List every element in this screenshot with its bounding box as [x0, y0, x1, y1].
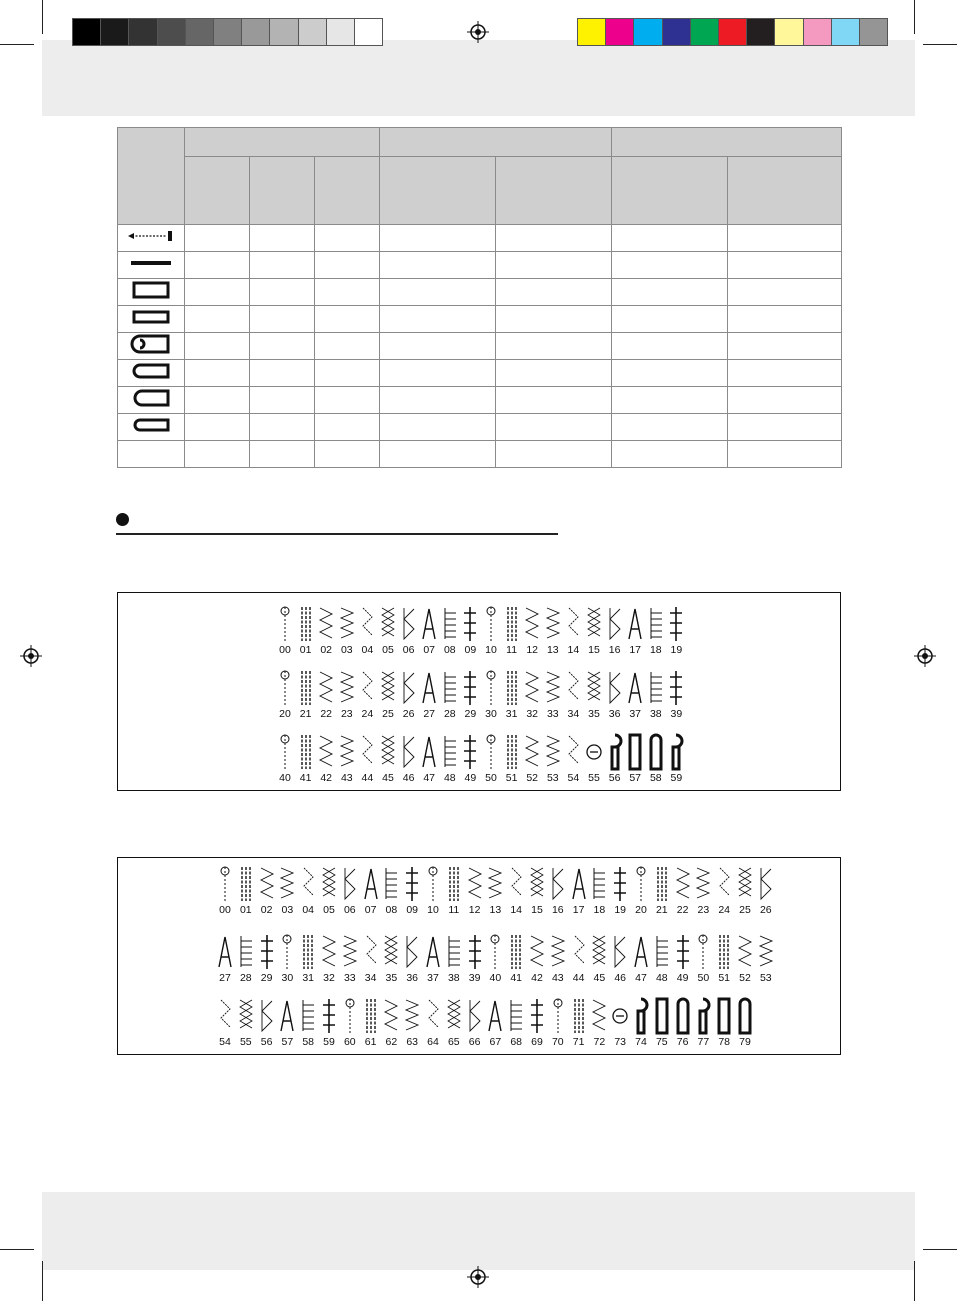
stitch-number: 04 — [302, 904, 315, 916]
table-cell — [496, 225, 612, 252]
table-cell — [728, 252, 842, 279]
stitch-number: 10 — [427, 904, 439, 916]
stitch-number: 76 — [676, 1036, 689, 1048]
stitch-number: 74 — [635, 1036, 647, 1048]
stitch-number: 56 — [260, 1036, 273, 1048]
table-cell — [250, 306, 315, 333]
stitch-number: 54 — [219, 1036, 231, 1048]
buttonhole-round-icon — [118, 387, 185, 414]
stitch-number: 25 — [382, 708, 394, 720]
stitch-number: 29 — [464, 708, 477, 720]
table-cell — [728, 333, 842, 360]
stitch-number: 44 — [361, 772, 374, 784]
table-cell — [728, 225, 842, 252]
stitch-number: 12 — [468, 904, 481, 916]
table-cell — [380, 441, 496, 468]
table-cell — [250, 279, 315, 306]
top-header-band — [42, 40, 915, 116]
stitch-number: 42 — [531, 972, 543, 984]
stitch-number: 40 — [489, 972, 502, 984]
stitch-number: 07 — [423, 644, 436, 656]
stitch-number: 37 — [629, 708, 642, 720]
bottom-footer-band — [42, 1192, 915, 1270]
stitch-number: 42 — [320, 772, 333, 784]
stitch-number: 02 — [260, 904, 273, 916]
table-cell — [185, 414, 250, 441]
table-cell — [380, 252, 496, 279]
table-cell — [380, 225, 496, 252]
stitch-number: 01 — [299, 644, 312, 656]
table-cell — [380, 333, 496, 360]
table-cell — [250, 252, 315, 279]
stitch-number: 16 — [551, 904, 564, 916]
color-swatch — [605, 18, 634, 46]
color-swatch — [157, 18, 186, 46]
stitch-number: 39 — [670, 708, 683, 720]
color-swatch — [803, 18, 832, 46]
stitch-number: 03 — [281, 904, 294, 916]
table-cell — [612, 441, 728, 468]
stitch-number: 57 — [281, 1036, 294, 1048]
table-cell — [380, 414, 496, 441]
stitch-number: 21 — [655, 904, 668, 916]
stitch-number: 29 — [260, 972, 273, 984]
table-column-header — [315, 157, 380, 225]
stitch-number: 58 — [649, 772, 662, 784]
table-row — [118, 414, 842, 441]
table-cell — [315, 279, 380, 306]
table-cell — [496, 360, 612, 387]
stitch-number: 06 — [343, 904, 356, 916]
table-cell — [315, 225, 380, 252]
stitch-row — [118, 997, 838, 1053]
stitch-number: 36 — [406, 972, 419, 984]
stitch-row — [118, 933, 838, 989]
table-cell — [185, 387, 250, 414]
buttonhole-rect-icon — [118, 279, 185, 306]
table-cell — [250, 387, 315, 414]
table-group-header — [612, 128, 842, 157]
table-cell — [185, 441, 250, 468]
stitch-number: 55 — [588, 772, 600, 784]
color-swatch — [326, 18, 355, 46]
stitch-number: 66 — [468, 1036, 481, 1048]
stitch-number: 24 — [361, 708, 374, 720]
color-swatch — [577, 18, 606, 46]
stitch-number: 18 — [593, 904, 606, 916]
table-cell — [185, 279, 250, 306]
stitch-number: 45 — [382, 772, 394, 784]
stitch-number: 09 — [464, 644, 477, 656]
stitch-number: 63 — [406, 1036, 419, 1048]
stitch-pattern — [666, 669, 686, 725]
stitch-row — [118, 865, 838, 921]
table-column-header — [380, 157, 496, 225]
table-cell — [728, 414, 842, 441]
stitch-number: 10 — [485, 644, 497, 656]
table-cell — [185, 333, 250, 360]
color-swatch — [774, 18, 803, 46]
stitch-number: 20 — [279, 708, 291, 720]
stitch-number: 57 — [629, 772, 642, 784]
table-row — [118, 252, 842, 279]
stitch-number: 49 — [676, 972, 689, 984]
stitch-number: 15 — [531, 904, 543, 916]
stitch-number: 32 — [323, 972, 335, 984]
table-row-label — [118, 441, 185, 468]
stitch-number: 34 — [364, 972, 377, 984]
section-underline — [116, 533, 558, 535]
stitch-number: 52 — [526, 772, 539, 784]
stitch-number: 22 — [676, 904, 689, 916]
table-cell — [315, 333, 380, 360]
table-group-header — [380, 128, 612, 157]
stitch-number: 05 — [382, 644, 394, 656]
stitch-number: 11 — [506, 644, 518, 656]
table-cell — [250, 225, 315, 252]
table-cell — [380, 279, 496, 306]
color-swatch — [831, 18, 860, 46]
table-column-header — [250, 157, 315, 225]
stitch-number: 18 — [649, 644, 662, 656]
table-cell — [612, 387, 728, 414]
stitch-number: 75 — [655, 1036, 668, 1048]
buttonhole-round-small-icon — [118, 414, 185, 441]
stitch-number: 23 — [340, 708, 353, 720]
stitch-number: 06 — [402, 644, 415, 656]
table-cell — [612, 252, 728, 279]
stitch-number: 68 — [510, 1036, 523, 1048]
stitch-number: 12 — [526, 644, 539, 656]
stitch-number: 04 — [361, 644, 374, 656]
table-cell — [612, 225, 728, 252]
stitch-number: 33 — [546, 708, 559, 720]
stitch-number: 79 — [739, 1036, 751, 1048]
registration-mark-icon — [20, 645, 42, 667]
table-column-header — [185, 157, 250, 225]
stitch-pattern — [735, 997, 755, 1053]
arrow-line-icon — [118, 225, 185, 252]
stitch-number: 20 — [635, 904, 647, 916]
color-swatch — [662, 18, 691, 46]
stitch-number: 38 — [447, 972, 460, 984]
stitch-number: 02 — [320, 644, 333, 656]
color-swatch — [859, 18, 888, 46]
stitch-number: 46 — [402, 772, 415, 784]
table-cell — [250, 414, 315, 441]
color-swatch — [690, 18, 719, 46]
stitch-number: 73 — [614, 1036, 627, 1048]
table-row — [118, 225, 842, 252]
table-cell — [612, 360, 728, 387]
stitch-number: 25 — [739, 904, 751, 916]
stitch-number: 23 — [697, 904, 710, 916]
stitch-number: 44 — [572, 972, 585, 984]
stitch-number: 00 — [279, 644, 291, 656]
table-cell — [315, 252, 380, 279]
stitch-number: 19 — [614, 904, 627, 916]
buttonhole-narrow-icon — [118, 306, 185, 333]
table-cell — [496, 414, 612, 441]
stitch-number: 67 — [489, 1036, 502, 1048]
stitch-number: 45 — [593, 972, 606, 984]
stitch-number: 01 — [239, 904, 252, 916]
stitch-number: 41 — [510, 972, 523, 984]
stitch-number: 21 — [299, 708, 312, 720]
table-column-header — [496, 157, 612, 225]
color-swatch — [72, 18, 101, 46]
table-cell — [612, 414, 728, 441]
stitch-number: 37 — [427, 972, 439, 984]
table-cell — [185, 252, 250, 279]
table-cell — [315, 414, 380, 441]
stitch-number: 78 — [718, 1036, 731, 1048]
table-row — [118, 279, 842, 306]
stitch-number: 65 — [447, 1036, 460, 1048]
table-cell — [612, 333, 728, 360]
stitch-pattern — [666, 605, 686, 661]
stitch-number: 08 — [385, 904, 398, 916]
stitch-number: 52 — [739, 972, 751, 984]
stitch-panel-60 — [117, 592, 841, 791]
table-cell — [496, 387, 612, 414]
stitch-number: 19 — [670, 644, 683, 656]
color-swatch — [298, 18, 327, 46]
stitch-number: 77 — [697, 1036, 710, 1048]
stitch-number: 54 — [567, 772, 580, 784]
table-cell — [496, 279, 612, 306]
stitch-number: 13 — [546, 644, 559, 656]
stitch-number: 49 — [464, 772, 477, 784]
stitch-number: 14 — [510, 904, 523, 916]
table-cell — [185, 306, 250, 333]
stitch-number: 30 — [485, 708, 497, 720]
stitch-number: 59 — [323, 1036, 335, 1048]
color-swatch — [746, 18, 775, 46]
stitch-number: 11 — [448, 904, 460, 916]
color-swatch — [718, 18, 747, 46]
stitch-number: 38 — [649, 708, 662, 720]
table-cell — [496, 441, 612, 468]
registration-mark-icon — [914, 645, 936, 667]
stitch-number: 61 — [364, 1036, 377, 1048]
table-cell — [612, 279, 728, 306]
table-cell — [496, 333, 612, 360]
stitch-number: 69 — [531, 1036, 543, 1048]
stitch-number: 59 — [670, 772, 683, 784]
stitch-row — [118, 669, 838, 725]
color-swatch — [269, 18, 298, 46]
stitch-number: 43 — [340, 772, 353, 784]
table-row — [118, 333, 842, 360]
color-swatch — [633, 18, 662, 46]
table-column-header — [612, 157, 728, 225]
stitch-number: 05 — [323, 904, 335, 916]
stitch-number: 17 — [629, 644, 642, 656]
stitch-settings-table — [117, 127, 842, 468]
table-cell — [250, 441, 315, 468]
table-cell — [612, 306, 728, 333]
color-swatch — [185, 18, 214, 46]
table-cell — [380, 306, 496, 333]
stitch-number: 08 — [443, 644, 456, 656]
table-cell — [728, 441, 842, 468]
stitch-number: 51 — [505, 772, 518, 784]
table-cell — [185, 225, 250, 252]
stitch-number: 34 — [567, 708, 580, 720]
table-corner-header — [118, 128, 185, 225]
color-swatch — [241, 18, 270, 46]
section-bullet — [116, 513, 129, 526]
stitch-number: 47 — [423, 772, 436, 784]
buttonhole-keyhole-small-icon — [118, 360, 185, 387]
buttonhole-keyhole-icon — [118, 333, 185, 360]
stitch-number: 40 — [279, 772, 291, 784]
stitch-number: 53 — [759, 972, 772, 984]
stitch-number: 32 — [526, 708, 539, 720]
table-column-header — [728, 157, 842, 225]
stitch-number: 36 — [608, 708, 621, 720]
stitch-number: 07 — [364, 904, 377, 916]
stitch-number: 56 — [608, 772, 621, 784]
table-row — [118, 306, 842, 333]
stitch-panel-80 — [117, 857, 841, 1055]
stitch-number: 09 — [406, 904, 419, 916]
color-swatch — [213, 18, 242, 46]
color-swatch — [128, 18, 157, 46]
stitch-number: 47 — [635, 972, 647, 984]
registration-mark-icon — [467, 1266, 489, 1288]
stitch-number: 72 — [593, 1036, 606, 1048]
table-row — [118, 441, 842, 468]
stitch-number: 31 — [302, 972, 315, 984]
stitch-number: 28 — [239, 972, 252, 984]
table-cell — [496, 252, 612, 279]
stitch-number: 58 — [302, 1036, 315, 1048]
stitch-number: 55 — [239, 1036, 252, 1048]
table-cell — [250, 360, 315, 387]
table-group-header — [185, 128, 380, 157]
color-swatch — [354, 18, 383, 46]
table-cell — [380, 387, 496, 414]
table-cell — [315, 441, 380, 468]
stitch-pattern — [756, 933, 776, 989]
stitch-number: 13 — [489, 904, 502, 916]
stitch-number: 70 — [551, 1036, 564, 1048]
stitch-number: 14 — [567, 644, 580, 656]
stitch-row — [118, 605, 838, 661]
table-cell — [315, 360, 380, 387]
stitch-number: 33 — [343, 972, 356, 984]
stitch-number: 39 — [468, 972, 481, 984]
stitch-pattern — [666, 733, 686, 789]
stitch-number: 50 — [485, 772, 497, 784]
stitch-number: 22 — [320, 708, 333, 720]
color-swatch — [100, 18, 129, 46]
stitch-number: 00 — [219, 904, 231, 916]
stitch-number: 24 — [718, 904, 731, 916]
stitch-number: 71 — [572, 1036, 585, 1048]
table-cell — [728, 360, 842, 387]
stitch-number: 28 — [443, 708, 456, 720]
stitch-number: 53 — [546, 772, 559, 784]
stitch-number: 03 — [340, 644, 353, 656]
table-cell — [728, 279, 842, 306]
table-cell — [250, 333, 315, 360]
stitch-number: 41 — [299, 772, 312, 784]
stitch-number: 48 — [443, 772, 456, 784]
stitch-number: 50 — [697, 972, 710, 984]
stitch-number: 48 — [655, 972, 668, 984]
stitch-number: 27 — [219, 972, 231, 984]
stitch-number: 35 — [385, 972, 398, 984]
stitch-number: 60 — [343, 1036, 356, 1048]
table-cell — [728, 306, 842, 333]
table-cell — [315, 387, 380, 414]
stitch-number: 15 — [588, 644, 600, 656]
stitch-number: 43 — [551, 972, 564, 984]
stitch-number: 17 — [572, 904, 585, 916]
table-cell — [380, 360, 496, 387]
registration-mark-icon — [467, 21, 489, 43]
stitch-number: 51 — [718, 972, 731, 984]
stitch-number: 27 — [423, 708, 436, 720]
stitch-number: 46 — [614, 972, 627, 984]
stitch-number: 16 — [608, 644, 621, 656]
stitch-row — [118, 733, 838, 789]
table-cell — [496, 306, 612, 333]
table-cell — [728, 387, 842, 414]
stitch-number: 30 — [281, 972, 294, 984]
stitch-number: 31 — [505, 708, 518, 720]
stitch-number: 35 — [588, 708, 600, 720]
stitch-number: 62 — [385, 1036, 398, 1048]
table-row — [118, 387, 842, 414]
table-row — [118, 360, 842, 387]
bar-icon — [118, 252, 185, 279]
stitch-pattern — [756, 865, 776, 921]
table-cell — [185, 360, 250, 387]
table-cell — [315, 306, 380, 333]
stitch-number: 26 — [759, 904, 772, 916]
stitch-number: 26 — [402, 708, 415, 720]
stitch-number: 64 — [427, 1036, 439, 1048]
